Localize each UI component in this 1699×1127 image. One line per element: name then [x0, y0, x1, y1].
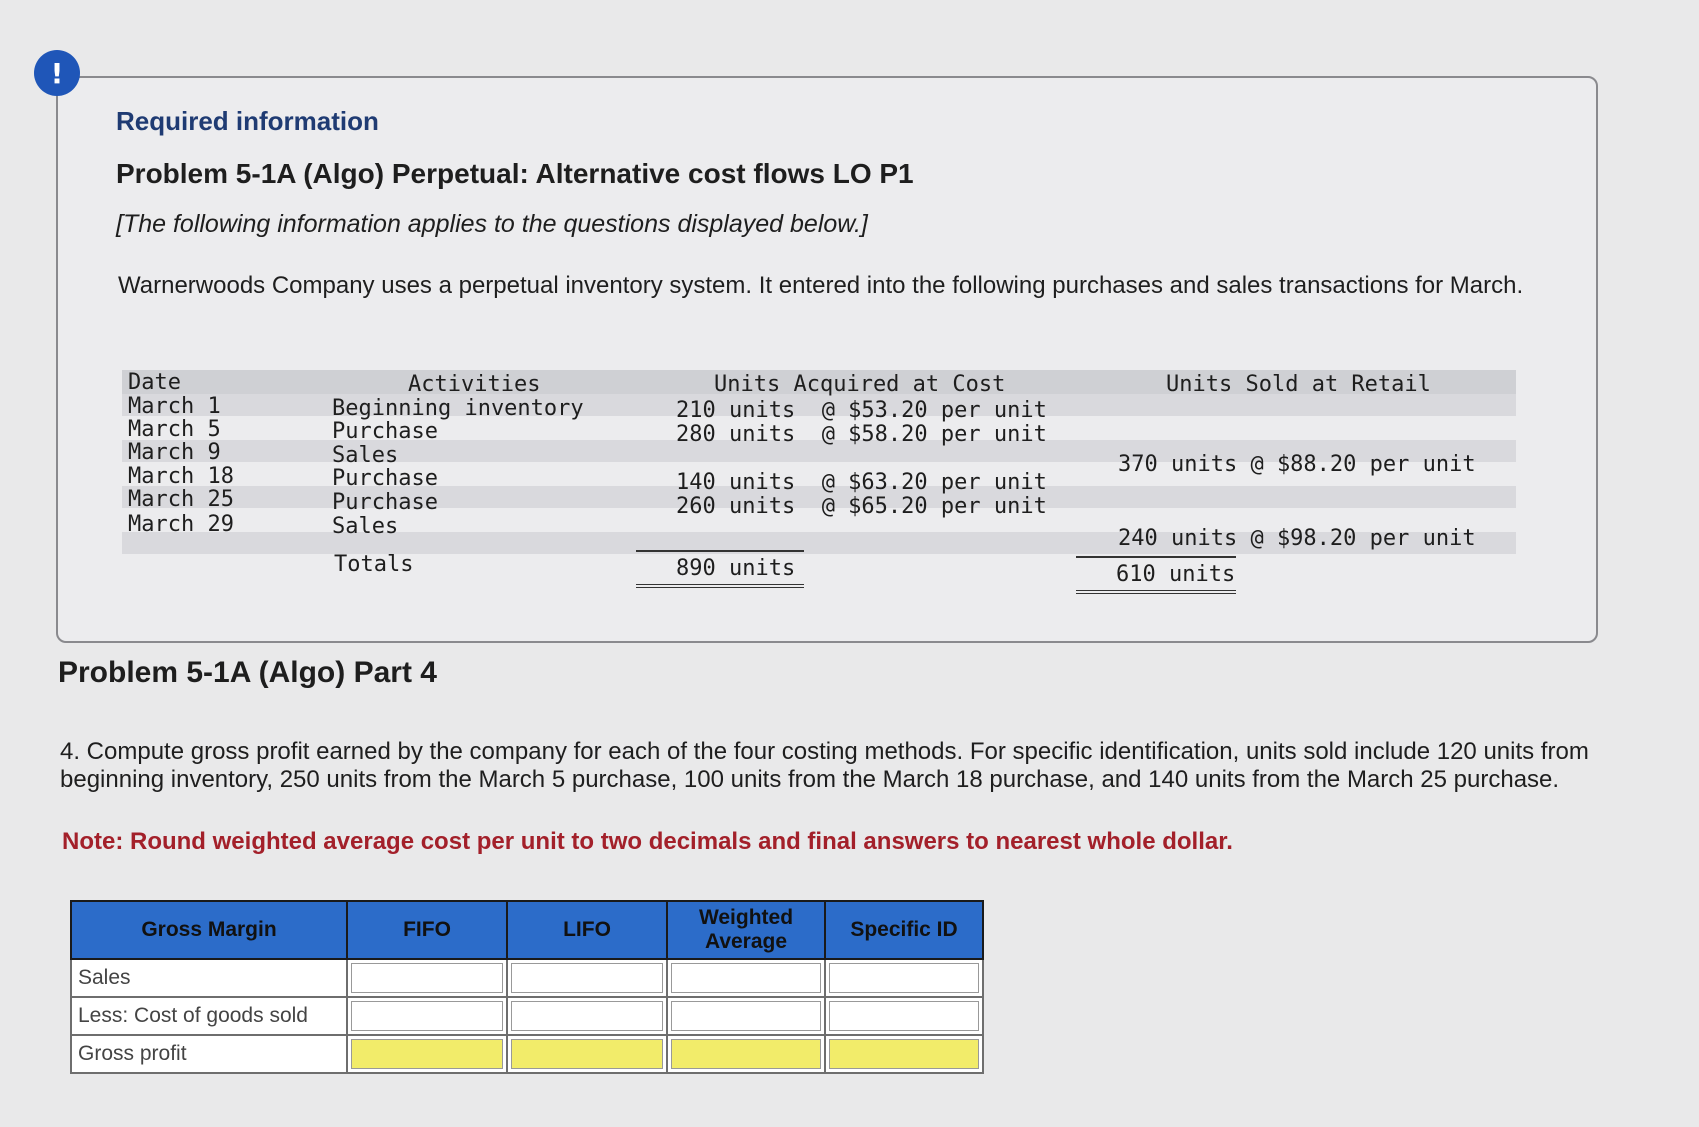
header-date: Date	[128, 370, 181, 395]
sales-fifo-cell	[347, 959, 507, 997]
row-date: March 25	[128, 487, 234, 512]
header-units-sold: Units Sold at Retail	[1166, 372, 1431, 397]
table-row	[71, 997, 983, 1035]
col-weighted-average: Weighted Average	[667, 901, 825, 959]
required-info-heading: Required information	[116, 106, 379, 136]
cogs-lifo-input[interactable]	[511, 1001, 663, 1031]
cogs-fifo-cell	[347, 997, 507, 1035]
header-activities: Activities	[408, 372, 541, 397]
row-activity: Purchase	[332, 466, 438, 491]
row-date: March 5	[128, 417, 221, 442]
table-row	[71, 959, 983, 997]
col-gross-margin: Gross Margin	[71, 901, 347, 959]
gp-lifo-cell	[507, 1035, 667, 1073]
cogs-specific-cell	[825, 997, 983, 1035]
col-fifo: FIFO	[347, 901, 507, 959]
exclamation-icon: !	[34, 50, 80, 96]
cogs-weighted-cell	[667, 997, 825, 1035]
row-acquired: 140 units @ $63.20 per unit	[676, 470, 1047, 495]
row-date: March 18	[128, 464, 234, 489]
subtotal-rule	[1076, 556, 1236, 558]
row-label-sales: Sales	[71, 959, 347, 997]
gp-specific-input[interactable]	[829, 1039, 979, 1069]
row-activity: Purchase	[332, 490, 438, 515]
applies-note: [The following information applies to the questions displayed below.]	[116, 210, 868, 238]
row-date: March 9	[128, 440, 221, 465]
header-units-acquired: Units Acquired at Cost	[714, 372, 1006, 397]
totals-sold: 610 units	[1116, 562, 1236, 587]
row-date: March 1	[128, 394, 221, 419]
sales-fifo-input[interactable]	[351, 963, 503, 993]
gp-fifo-input[interactable]	[351, 1039, 503, 1069]
cogs-weighted-input[interactable]	[671, 1001, 821, 1031]
row-activity: Sales	[332, 514, 399, 539]
sales-specific-input[interactable]	[829, 963, 979, 993]
gp-fifo-cell	[347, 1035, 507, 1073]
intro-paragraph: Warnerwoods Company uses a perpetual inventory system. It entered into the following purchases and sales transactions for March.	[118, 272, 1524, 299]
row-activity: Sales	[332, 443, 399, 468]
total-double-rule	[1076, 590, 1236, 594]
subtotal-rule	[636, 550, 804, 552]
row-label-gross-profit: Gross profit	[71, 1035, 347, 1073]
sales-specific-cell	[825, 959, 983, 997]
sales-weighted-cell	[667, 959, 825, 997]
required-information-box	[56, 76, 1598, 643]
row-date: March 29	[128, 512, 234, 537]
question-text: 4. Compute gross profit earned by the company for each of the four costing methods. For specific identification, units sold include 120 units from beginning inventory, 250 units from the March 5 purchase, 100 units from the March 18 purchase, and 140 units from the March 25 purchase.	[60, 738, 1589, 793]
row-sold: 370 units @ $88.20 per unit	[1118, 452, 1476, 477]
row-acquired: 210 units @ $53.20 per unit	[676, 398, 1047, 423]
row-label-cogs: Less: Cost of goods sold	[71, 997, 347, 1035]
sales-weighted-input[interactable]	[671, 963, 821, 993]
total-double-rule	[636, 584, 804, 588]
rounding-note: Note: Round weighted average cost per unit to two decimals and final answers to nearest whole dollar.	[62, 828, 1233, 855]
problem-title: Problem 5-1A (Algo) Perpetual: Alternative cost flows LO P1	[116, 158, 914, 189]
cogs-lifo-cell	[507, 997, 667, 1035]
gp-weighted-input[interactable]	[671, 1039, 821, 1069]
row-acquired: 260 units @ $65.20 per unit	[676, 494, 1047, 519]
row-sold: 240 units @ $98.20 per unit	[1118, 526, 1476, 551]
gp-lifo-input[interactable]	[511, 1039, 663, 1069]
row-activity: Beginning inventory	[332, 396, 584, 421]
sales-lifo-input[interactable]	[511, 963, 663, 993]
table-header-row	[71, 901, 983, 959]
row-activity: Purchase	[332, 419, 438, 444]
gp-specific-cell	[825, 1035, 983, 1073]
table-row	[71, 1035, 983, 1073]
part-title: Problem 5-1A (Algo) Part 4	[58, 656, 437, 689]
cogs-specific-input[interactable]	[829, 1001, 979, 1031]
sales-lifo-cell	[507, 959, 667, 997]
totals-label: Totals	[334, 552, 414, 577]
gross-margin-table	[70, 900, 984, 1074]
col-specific-id: Specific ID	[825, 901, 983, 959]
col-lifo: LIFO	[507, 901, 667, 959]
totals-acquired: 890 units	[676, 556, 796, 581]
cogs-fifo-input[interactable]	[351, 1001, 503, 1031]
gp-weighted-cell	[667, 1035, 825, 1073]
row-acquired: 280 units @ $58.20 per unit	[676, 422, 1047, 447]
